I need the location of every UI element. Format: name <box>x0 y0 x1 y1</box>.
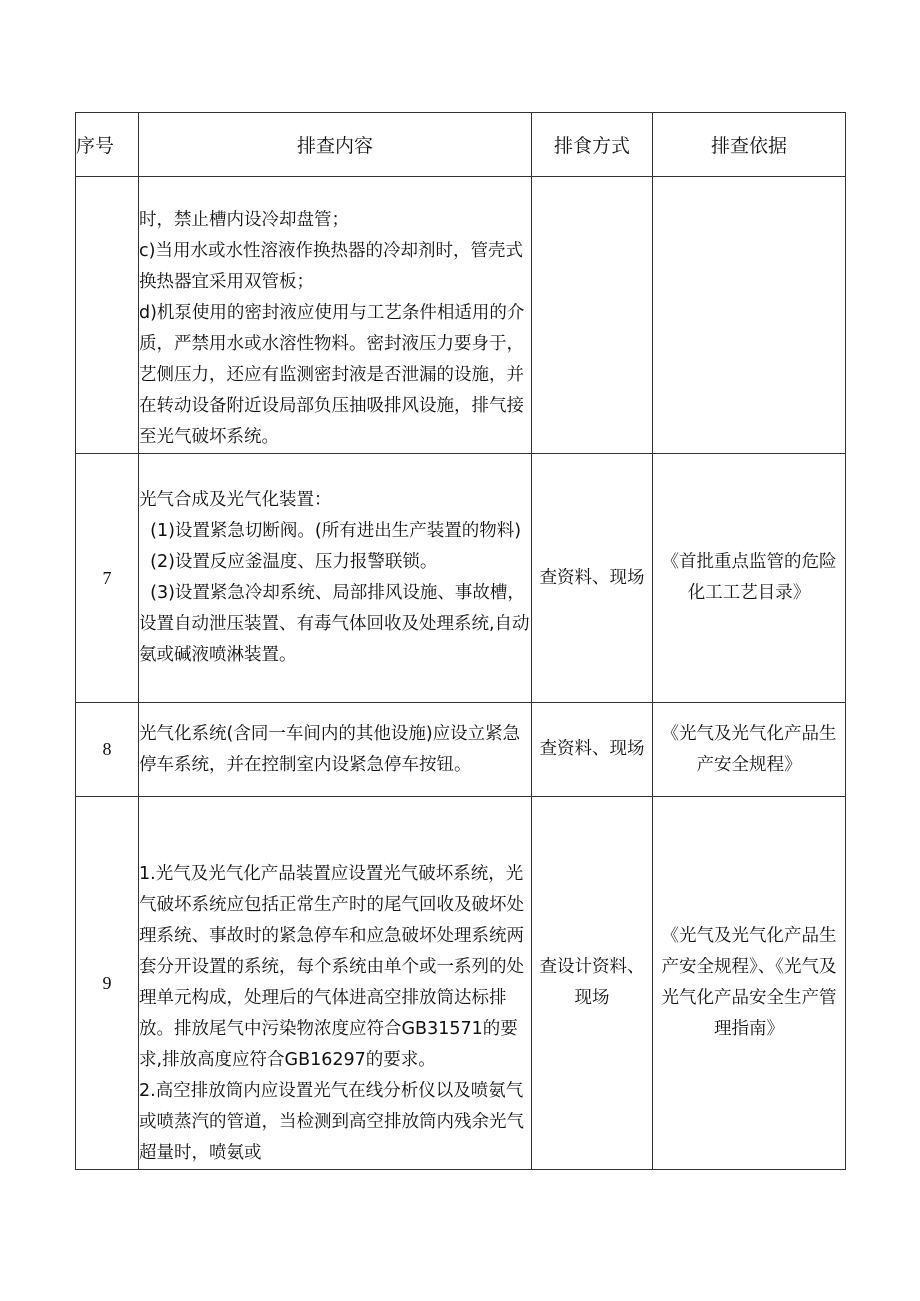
inspection-table <box>75 112 846 1170</box>
content-line: 1.光气及光气化产品装置应设置光气破坏系统，光气破坏系统应包括正常生产时的尾气回收及破坏处理系统、事故时的紧急停车和应急破坏处理系统两套分开设置的系统，每个系统由单个或一系列的处理单元构成，处理后的气体进高空排放筒达标排放。排放尾气中污染物浓度应符合GB31571的要求,排放高度应符合GB16297的要求。 <box>139 864 524 1070</box>
row-method <box>532 177 653 454</box>
content-line: 时，禁止槽内设冷却盘管； <box>139 210 349 230</box>
header-content: 排查内容 <box>139 113 532 177</box>
row-basis: 《光气及光气化产品生产安全规程》 <box>653 703 846 797</box>
row-seq: 9 <box>76 797 139 1170</box>
content-line: 光气化系统(含同一车间内的其他设施)应设立紧急停车系统，并在控制室内设紧急停车按钮。 <box>139 723 521 775</box>
header-method: 排食方式 <box>532 113 653 177</box>
row-content <box>139 703 532 797</box>
content-line: (3)设置紧急冷却系统、局部排风设施、事故槽，设置自动泄压装置、有毒气体回收及处理系统,自动氨或碱液喷淋装置。 <box>139 583 530 665</box>
row-method: 查资料、现场 <box>532 454 653 703</box>
content-line: (2)设置反应釜温度、压力报警联锁。 <box>139 552 438 572</box>
row-seq: 8 <box>76 703 139 797</box>
table-row <box>76 703 846 797</box>
row-content <box>139 797 532 1170</box>
row-basis <box>653 177 846 454</box>
row-content <box>139 454 532 703</box>
header-row <box>76 113 846 177</box>
header-seq: 序号 <box>76 113 139 177</box>
row-content <box>139 177 532 454</box>
content-line: 2.高空排放筒内应设置光气在线分析仪以及喷氨气或喷蒸汽的管道，当检测到高空排放筒内残余光气超量时，喷氨或 <box>139 1081 524 1163</box>
row-basis: 《光气及光气化产品生产安全规程》、《光气及光气化产品安全生产管理指南》 <box>653 797 846 1170</box>
table-row <box>76 797 846 1170</box>
row-method: 查资料、现场 <box>532 703 653 797</box>
row-seq <box>76 177 139 454</box>
table-row <box>76 177 846 454</box>
content-line: 光气合成及光气化装置： <box>139 490 332 510</box>
row-basis: 《首批重点监管的危险化工工艺目录》 <box>653 454 846 703</box>
row-seq: 7 <box>76 454 139 703</box>
content-line: c)当用水或水性溶液作换热器的冷却剂时，管壳式换热器宜采用双管板； <box>139 241 523 292</box>
table-row <box>76 454 846 703</box>
header-basis: 排查依据 <box>653 113 846 177</box>
content-line: d)机泵使用的密封液应使用与工艺条件相适用的介质，严禁用水或水溶性物料。密封液压力要身于，艺侧压力，还应有监测密封液是否泄漏的设施，并在转动设备附近设局部负压抽吸排风设施，排气接至光气破坏系统。 <box>139 303 525 447</box>
row-method: 查设计资料、现场 <box>532 797 653 1170</box>
content-line: (1)设置紧急切断阀。(所有进出生产装置的物料) <box>139 521 522 541</box>
